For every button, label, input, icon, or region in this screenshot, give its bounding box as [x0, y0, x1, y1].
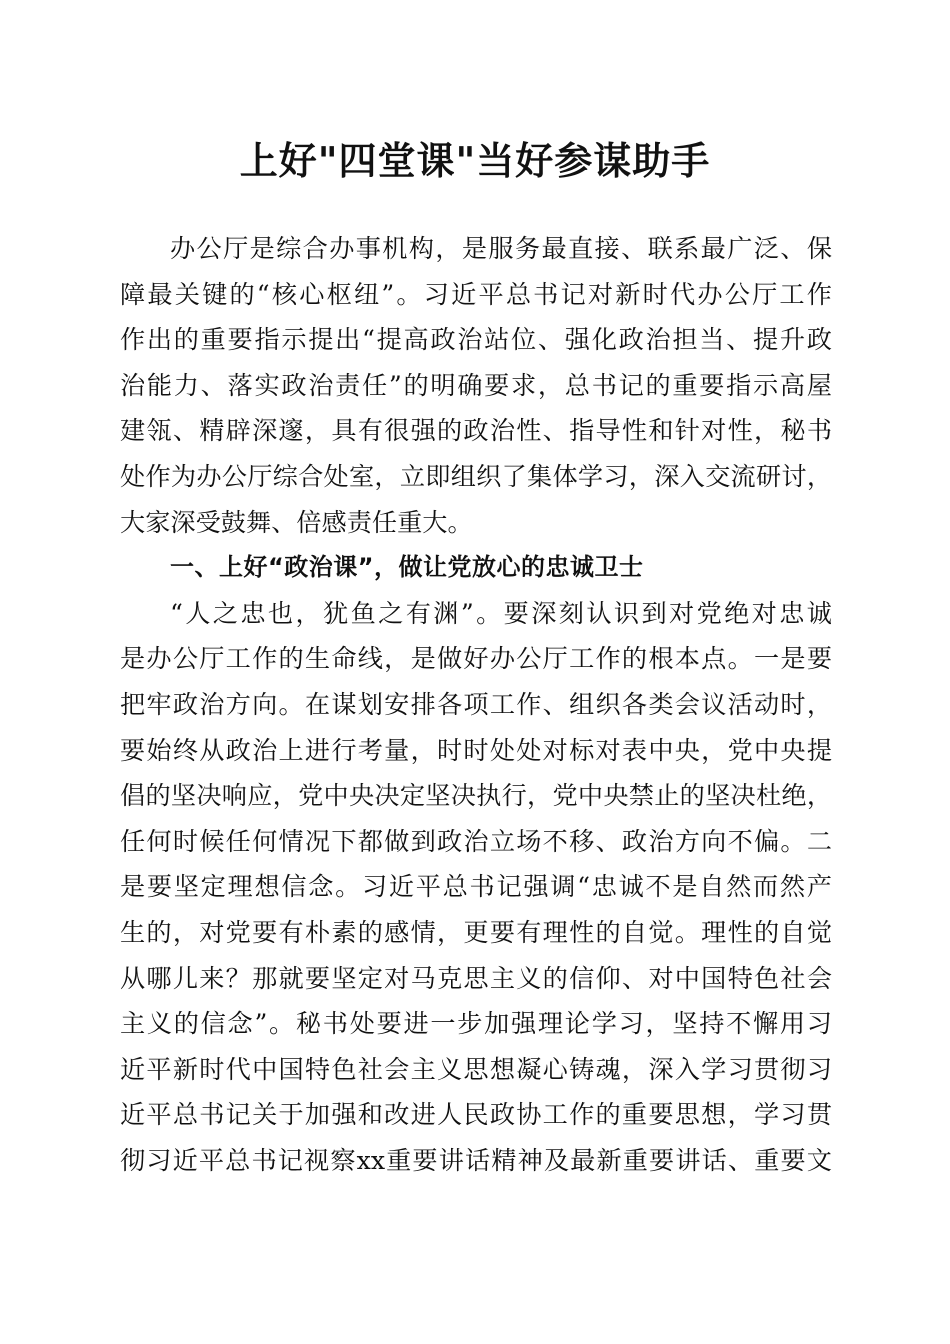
paragraph-1-line: 障最关键的“核心枢纽”。习近平总书记对新时代办公厅工作: [120, 279, 832, 309]
paragraph-1-line: 作出的重要指示提出“提高政治站位、强化政治担当、提升政: [120, 325, 832, 355]
paragraph-1-line: 大家深受鼓舞、倍感责任重大。: [120, 507, 473, 537]
paragraph-2-line: 近平新时代中国特色社会主义思想凝心铸魂，深入学习贯彻习: [120, 1054, 832, 1084]
paragraph-1-line: 治能力、落实政治责任”的明确要求，总书记的重要指示高屋: [120, 370, 832, 400]
paragraph-2-line: 要始终从政治上进行考量，时时处处对标对表中央，党中央提: [120, 735, 832, 765]
paragraph-2-line: 从哪儿来？那就要坚定对马克思主义的信仰、对中国特色社会: [120, 963, 832, 993]
paragraph-2-line: 生的，对党要有朴素的感情，更要有理性的自觉。理性的自觉: [120, 917, 832, 947]
paragraph-2-line: 彻习近平总书记视察xx重要讲话精神及最新重要讲话、重要文: [120, 1145, 832, 1175]
document-body: [120, 226, 832, 1183]
paragraph-2-line: 是要坚定理想信念。习近平总书记强调“忠诚不是自然而然产: [120, 872, 832, 902]
paragraph-2-line: “人之忠也，犹鱼之有渊”。要深刻认识到对党绝对忠诚: [170, 598, 832, 628]
paragraph-2-line: 任何时候任何情况下都做到政治立场不移、政治方向不偏。二: [120, 826, 832, 856]
paragraph-1-line: 办公厅是综合办事机构，是服务最直接、联系最广泛、保: [170, 234, 832, 263]
section-1-heading: 一、上好“政治课”，做让党放心的忠诚卫士: [170, 553, 644, 582]
paragraph-1-line: 建瓴、精辟深邃，具有很强的政治性、指导性和针对性，秘书: [120, 416, 832, 446]
paragraph-2-line: 把牢政治方向。在谋划安排各项工作、组织各类会议活动时，: [120, 689, 832, 719]
paragraph-2-line: 主义的信念”。秘书处要进一步加强理论学习，坚持不懈用习: [120, 1009, 832, 1039]
document-title: 上好"四堂课"当好参谋助手: [239, 138, 711, 183]
paragraph-1-line: 处作为办公厅综合处室，立即组织了集体学习，深入交流研讨，: [120, 461, 832, 491]
paragraph-2-line: 近平总书记关于加强和改进人民政协工作的重要思想，学习贯: [120, 1100, 832, 1130]
paragraph-2-line: 倡的坚决响应，党中央决定坚决执行，党中央禁止的坚决杜绝，: [120, 781, 832, 811]
paragraph-2-line: 是办公厅工作的生命线，是做好办公厅工作的根本点。一是要: [120, 644, 832, 674]
